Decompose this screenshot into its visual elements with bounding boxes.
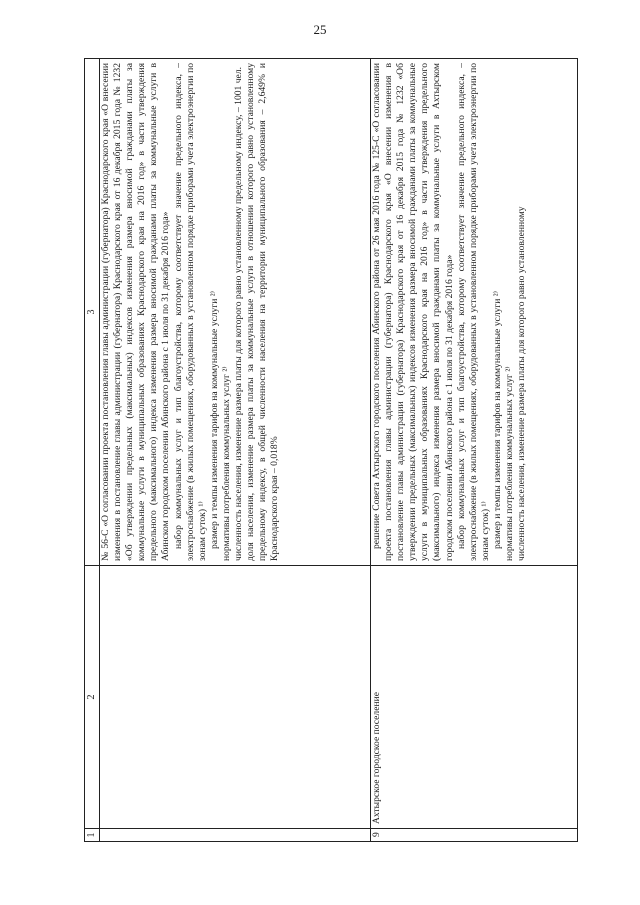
header-col-3: 3 xyxy=(85,59,100,566)
decision-text xyxy=(371,59,578,566)
decision-paragraph: нормативы потребления коммунальных услуг ²⁾ xyxy=(504,366,516,561)
table-header-row xyxy=(85,59,100,842)
settlement-name: Ахтырское городское поселение xyxy=(371,566,578,829)
decision-paragraph: доля населения, изменение размера платы за коммунальные услуги в отношении которого равно установленному предельному индексу, в общей численности населения на территории муниципального образования – 2,649% и Краснодарского края – 0,018% xyxy=(245,63,281,561)
decision-paragraph: нормативы потребления коммунальных услуг ²⁾ xyxy=(220,366,232,561)
decision-paragraph: размер и темпы изменения тарифов на коммунальные услуги ²⁾ xyxy=(491,290,503,549)
page-number: 25 xyxy=(313,22,327,37)
decision-text xyxy=(100,59,371,566)
decision-paragraph: решение Совета Ахтырского городского поселения Абинского района от 26 мая 2016 года № 125-С «О согласовании проекта постановления главы администрации (губернатора) Краснодарского края «О внесении изменения в постановление главы администрации (губернатора) Краснодарского края от 16 декабря 2015 года № 1232 «Об утверждении предельных (максимальных) индексов изменения размера вносимой гражданами платы за коммунальные услуги в муниципальных образованиях Краснодарского края на 2016 год» в части утверждения предельного (максимального) индекса изменения размера вносимой гражданами платы за коммунальные услуги в Ахтырском городском поселении Абинского района с 1 июля по 31 декабря 2016 года» xyxy=(371,63,455,561)
table-row xyxy=(371,59,578,842)
decision-paragraph: набор коммунальных услуг и тип благоустройства, которому соответствует значение предельного индекса, – электроснабжение (в жилых помещениях, оборудованных в установленном порядке приборами учета электроэнергии по зонам суток) ¹⁾ xyxy=(172,63,208,561)
decision-paragraph: № 56-С «О согласовании проекта постановления главы администрации (губернатора) Краснодарского края «О внесении изменения в постановление главы администрации (губернатора) Краснодарского края от 16 декабря 2015 года № 1232 «Об утверждении предельных (максимальных) индексов изменения размера вносимой гражданами платы за коммунальные услуги в муниципальных образованиях Краснодарского края на 2016 год» в части утверждения предельного (максимального) индекса изменения размера вносимой гражданами платы за коммунальные услуги в Абинском городском поселении Абинского района с 1 июля по 31 декабря 2016 года» xyxy=(100,63,172,561)
row-number: 9 xyxy=(371,829,578,842)
decision-paragraph: численность населения, изменение размера платы для которого равно установленному xyxy=(516,206,528,561)
settlement-name xyxy=(100,566,371,829)
rotated-table-container xyxy=(84,62,574,842)
decision-paragraph: набор коммунальных услуг и тип благоустройства, которому соответствует значение предельного индекса, – электроснабжение (в жилых помещениях, оборудованных в установленном порядке приборами учета электроэнергии по зонам суток) ¹⁾ xyxy=(455,63,491,561)
header-col-2: 2 xyxy=(85,566,100,829)
table-row xyxy=(100,59,371,842)
index-table xyxy=(84,58,578,842)
decision-paragraph: размер и темпы изменения тарифов на коммунальные услуги ²⁾ xyxy=(208,290,220,549)
header-col-1: 1 xyxy=(85,829,100,842)
row-number xyxy=(100,829,371,842)
decision-paragraph: численность населения, изменение размера платы для которого равно установленному предельному индексу, – 1001 чел. xyxy=(233,67,245,561)
